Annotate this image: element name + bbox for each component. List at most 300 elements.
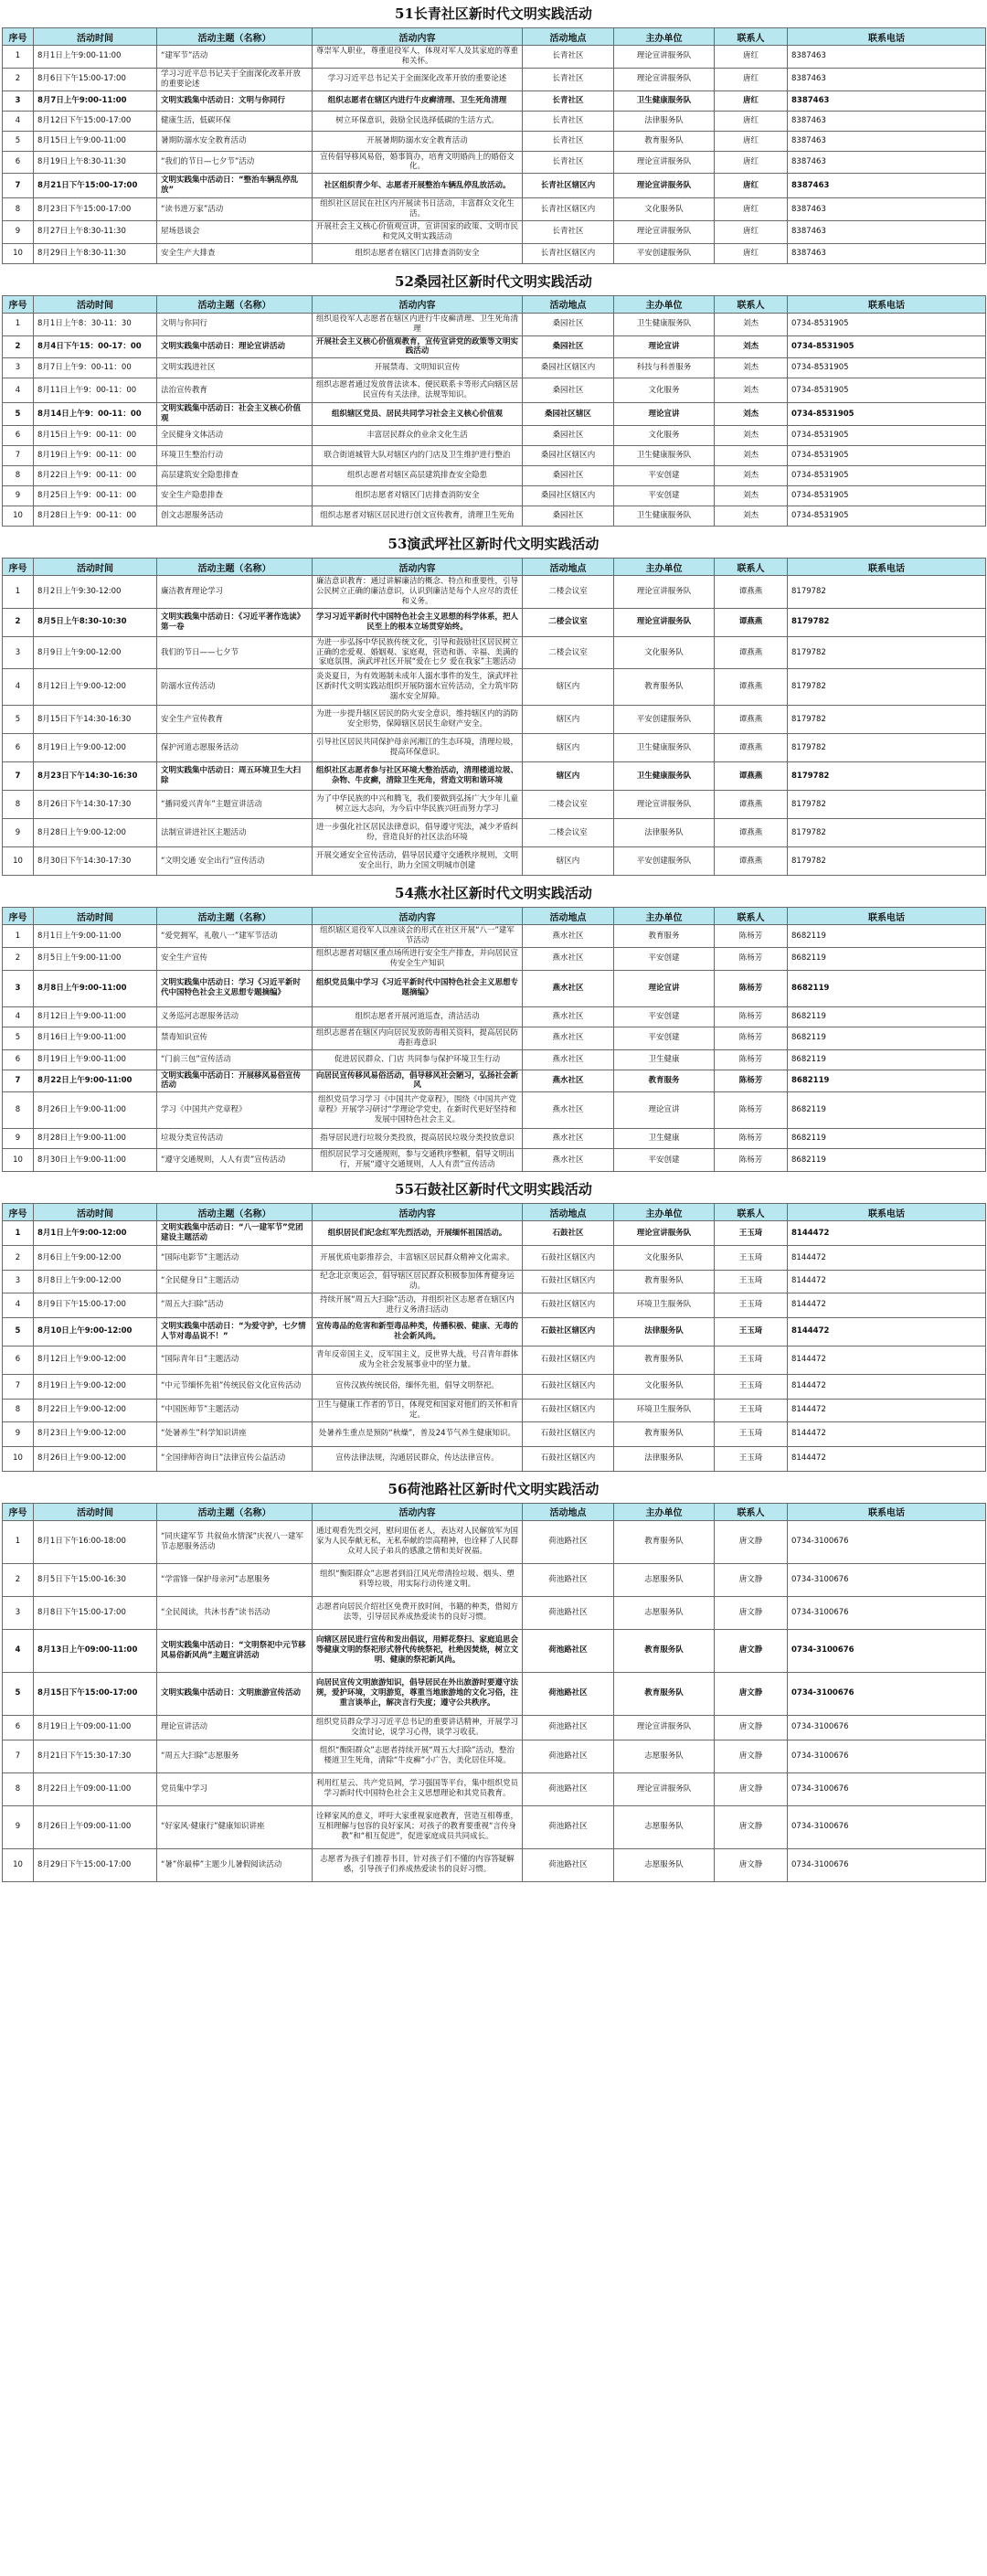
cell-topic: 文明与你同行	[157, 313, 313, 335]
cell-topic: “建军节”活动	[157, 46, 313, 69]
cell-organizer: 平安创建	[614, 948, 715, 971]
cell-phone: 8682119	[788, 1092, 986, 1129]
cell-index: 8	[3, 791, 34, 819]
cell-phone: 8682119	[788, 925, 986, 948]
cell-topic: 文明实践集中活动日：文明与你同行	[157, 90, 313, 111]
cell-phone: 8682119	[788, 1006, 986, 1027]
cell-content: 组织党员学习学习《中国共产党章程》，围绕《中国共产党章程》开展学习研讨“学理论学党史，在新时代更好坚持和发展中国特色社会主义。	[313, 1092, 523, 1129]
cell-location: 桑园社区辖区内	[523, 358, 614, 378]
cell-time: 8月29日下午15:00-17:00	[34, 1848, 157, 1881]
table-row	[3, 403, 986, 426]
column-header-index: 序号	[3, 295, 34, 313]
cell-organizer: 平安创建服务队	[614, 243, 715, 263]
column-header-contact: 联系人	[715, 908, 788, 925]
cell-content: 青年反帝国主义，反军国主义，反世界大战，号召青年群体成为全社会发展事业中的坚力量。	[313, 1346, 523, 1374]
cell-index: 10	[3, 506, 34, 527]
cell-index: 2	[3, 1563, 34, 1596]
table-row	[3, 1446, 986, 1471]
cell-organizer: 卫生健康	[614, 1049, 715, 1070]
cell-organizer: 平安创建	[614, 1149, 715, 1172]
cell-organizer: 教育服务队	[614, 1271, 715, 1293]
cell-index: 4	[3, 1629, 34, 1672]
cell-index: 1	[3, 46, 34, 69]
column-header-organizer: 主办单位	[614, 559, 715, 576]
cell-time: 8月28日上午9：00-11：00	[34, 506, 157, 527]
column-header-organizer: 主办单位	[614, 908, 715, 925]
cell-contact: 陈杨芳	[715, 1129, 788, 1149]
cell-contact: 唐红	[715, 174, 788, 198]
cell-content: 宣传倡导移风易俗，婚事简办，培育文明婚尚上的婚俗文化。	[313, 151, 523, 174]
cell-contact: 王玉琦	[715, 1346, 788, 1374]
cell-contact: 王玉琦	[715, 1374, 788, 1399]
cell-index: 4	[3, 1006, 34, 1027]
cell-content: 促进居民群众、门店 共同参与保护环境卫生行动	[313, 1049, 523, 1070]
cell-topic: 安全生产宣传	[157, 948, 313, 971]
cell-time: 8月15日下午15:00-17:00	[34, 1672, 157, 1715]
cell-location: 荷池路社区	[523, 1520, 614, 1563]
table-row	[3, 1049, 986, 1070]
cell-content: 联合街道城管大队对辖区内的门店及卫生维护进行整治	[313, 446, 523, 466]
cell-phone: 8682119	[788, 948, 986, 971]
table-row	[3, 1027, 986, 1049]
cell-location: 二楼会议室	[523, 791, 614, 819]
cell-contact: 谭燕燕	[715, 608, 788, 636]
cell-contact: 谭燕燕	[715, 576, 788, 609]
cell-time: 8月19日上午9:00-12:00	[34, 1374, 157, 1399]
cell-topic: “全民阅读，共沐书香”读书活动	[157, 1596, 313, 1629]
cell-organizer: 卫生健康服务队	[614, 506, 715, 527]
cell-index: 6	[3, 1346, 34, 1374]
cell-contact: 刘杰	[715, 486, 788, 506]
cell-phone: 0734-3100676	[788, 1740, 986, 1772]
cell-topic: 学习习近平总书记关于全面深化改革开放的重要论述	[157, 68, 313, 90]
cell-time: 8月1日下午16:00-18:00	[34, 1520, 157, 1563]
cell-content: 卫生与健康工作者的节日，体现党和国家对他们的关怀和肯定。	[313, 1399, 523, 1421]
cell-organizer: 志愿服务队	[614, 1805, 715, 1848]
cell-content: 组织志愿者对辖区重点场所进行安全生产排查，并向居民宣传安全生产知识	[313, 948, 523, 971]
cell-time: 8月7日上午9:00-11:00	[34, 90, 157, 111]
cell-location: 石鼓社区辖区内	[523, 1246, 614, 1271]
cell-location: 燕水社区	[523, 1049, 614, 1070]
section	[2, 268, 985, 527]
cell-location: 辖区内	[523, 734, 614, 762]
cell-index: 7	[3, 1740, 34, 1772]
cell-contact: 陈杨芳	[715, 1092, 788, 1129]
cell-contact: 王玉琦	[715, 1421, 788, 1446]
table-row	[3, 426, 986, 446]
table-row	[3, 1740, 986, 1772]
cell-phone: 0734-3100676	[788, 1520, 986, 1563]
cell-phone: 0734-8531905	[788, 313, 986, 335]
cell-phone: 0734-8531905	[788, 403, 986, 426]
cell-location: 长青社区	[523, 151, 614, 174]
cell-topic: 文明实践集中活动日：理论宣讲活动	[157, 335, 313, 358]
cell-location: 燕水社区	[523, 925, 614, 948]
cell-time: 8月30日上午9:00-11:00	[34, 1149, 157, 1172]
cell-contact: 王玉琦	[715, 1446, 788, 1471]
cell-organizer: 文化服务	[614, 426, 715, 446]
cell-time: 8月25日上午9：00-11：00	[34, 486, 157, 506]
cell-location: 燕水社区	[523, 1092, 614, 1129]
cell-topic: 我们的节日——七夕节	[157, 636, 313, 669]
cell-time: 8月19日上午9：00-11：00	[34, 446, 157, 466]
cell-index: 10	[3, 1848, 34, 1881]
cell-organizer: 理论宣讲	[614, 403, 715, 426]
cell-time: 8月29日上午8:30-11:30	[34, 243, 157, 263]
cell-organizer: 文化服务	[614, 378, 715, 403]
table-header-row	[3, 1204, 986, 1221]
cell-phone: 8387463	[788, 221, 986, 244]
cell-topic: “全民健身日”主题活动	[157, 1271, 313, 1293]
table-header-row	[3, 1503, 986, 1520]
cell-index: 5	[3, 1027, 34, 1049]
cell-organizer: 环境卫生服务队	[614, 1399, 715, 1421]
column-header-time: 活动时间	[34, 295, 157, 313]
cell-time: 8月22日上午9:00-11:00	[34, 1070, 157, 1092]
table-row	[3, 1374, 986, 1399]
cell-time: 8月9日下午15:00-17:00	[34, 1293, 157, 1317]
cell-index: 3	[3, 636, 34, 669]
cell-phone: 8144472	[788, 1399, 986, 1421]
cell-phone: 8144472	[788, 1271, 986, 1293]
cell-phone: 8387463	[788, 151, 986, 174]
cell-contact: 谭燕燕	[715, 819, 788, 847]
cell-content: 组织辖区党员、居民共同学习社会主义核心价值观	[313, 403, 523, 426]
cell-content: 丰富居民群众的业余文化生活	[313, 426, 523, 446]
table-row	[3, 358, 986, 378]
cell-index: 5	[3, 706, 34, 734]
cell-phone: 8387463	[788, 131, 986, 151]
cell-phone: 8682119	[788, 1129, 986, 1149]
cell-phone: 8179782	[788, 791, 986, 819]
cell-location: 桑园社区	[523, 378, 614, 403]
table-row	[3, 847, 986, 876]
cell-location: 荷池路社区	[523, 1672, 614, 1715]
cell-organizer: 志愿服务队	[614, 1740, 715, 1772]
cell-topic: “周五大扫除”活动	[157, 1293, 313, 1317]
cell-content: 组织志愿者对辖区居民进行创文宣传教育，清理卫生死角	[313, 506, 523, 527]
table-row	[3, 466, 986, 486]
column-header-location: 活动地点	[523, 908, 614, 925]
cell-phone: 8144472	[788, 1446, 986, 1471]
cell-time: 8月19日上午8:30-11:30	[34, 151, 157, 174]
cell-index: 10	[3, 243, 34, 263]
cell-contact: 唐文静	[715, 1715, 788, 1740]
cell-organizer: 教育服务队	[614, 1520, 715, 1563]
cell-topic: 安全生产隐患排查	[157, 486, 313, 506]
cell-index: 1	[3, 1221, 34, 1246]
cell-contact: 刘杰	[715, 446, 788, 466]
cell-location: 石鼓社区辖区内	[523, 1346, 614, 1374]
cell-topic: 禁毒知识宣传	[157, 1027, 313, 1049]
cell-index: 7	[3, 174, 34, 198]
column-header-phone: 联系电话	[788, 908, 986, 925]
table-row	[3, 313, 986, 335]
cell-topic: 文明实践集中活动日：周五环境卫生大扫除	[157, 762, 313, 791]
cell-index: 2	[3, 948, 34, 971]
column-header-content: 活动内容	[313, 295, 523, 313]
cell-time: 8月23日上午9:00-12:00	[34, 1421, 157, 1446]
cell-content: 纪念北京奥运会，倡导辖区居民群众积极参加体育健身运动。	[313, 1271, 523, 1293]
cell-content: 通过观看先烈交河，慰问退伍老人，表达对人民解放军为国家为人民奉献无私，无私奉献的崇高精神，也诠释了人民群众对人民子弟兵的感激之情和美好祝福。	[313, 1520, 523, 1563]
column-header-time: 活动时间	[34, 559, 157, 576]
cell-location: 长青社区	[523, 90, 614, 111]
cell-index: 2	[3, 608, 34, 636]
table-row	[3, 111, 986, 131]
cell-time: 8月6日下午15:00-17:00	[34, 68, 157, 90]
cell-phone: 0734-8531905	[788, 378, 986, 403]
cell-location: 二楼会议室	[523, 819, 614, 847]
cell-organizer: 理论宣讲服务队	[614, 221, 715, 244]
cell-index: 6	[3, 426, 34, 446]
cell-content: 处暑养生重点是预防“秋燥”，普及24节气养生健康知识。	[313, 1421, 523, 1446]
cell-content: 诠释家风的意义，呼吁大家重视家庭教育，营造互相尊重，互相理解与包容的良好家风；对孩子的教育要重视“言传身教”和“相互促进”，促进家庭成员共同成长。	[313, 1805, 523, 1848]
cell-organizer: 理论宣讲服务队	[614, 1772, 715, 1805]
table-row	[3, 1848, 986, 1881]
cell-organizer: 理论宣讲服务队	[614, 608, 715, 636]
section	[2, 1176, 985, 1472]
column-header-index: 序号	[3, 1503, 34, 1520]
column-header-location: 活动地点	[523, 1503, 614, 1520]
cell-time: 8月26日上午9:00-12:00	[34, 1446, 157, 1471]
cell-contact: 谭燕燕	[715, 669, 788, 706]
cell-organizer: 卫生健康服务队	[614, 313, 715, 335]
section-title: 53演武坪社区新时代文明实践活动	[387, 536, 600, 552]
section	[2, 0, 985, 264]
cell-phone: 0734-8531905	[788, 358, 986, 378]
cell-content: 廉洁意识教育：通过讲解廉洁的概念、特点和重要性，引导公民树立正确的廉洁意识，认识到廉洁是每个人应尽的责任和义务。	[313, 576, 523, 609]
cell-topic: 文明实践进社区	[157, 358, 313, 378]
column-header-location: 活动地点	[523, 1204, 614, 1221]
cell-time: 8月15日上午9:00-11:00	[34, 131, 157, 151]
table-row	[3, 1563, 986, 1596]
cell-location: 长青社区	[523, 221, 614, 244]
cell-index: 2	[3, 335, 34, 358]
cell-time: 8月22日上午9:00-12:00	[34, 1399, 157, 1421]
column-header-index: 序号	[3, 1204, 34, 1221]
cell-topic: 文明实践集中活动日：“八一建军节”党团建设主题活动	[157, 1221, 313, 1246]
column-header-phone: 联系电话	[788, 28, 986, 46]
cell-content: 宣传法律法规，沟通居民群众，传达法律宣传。	[313, 1446, 523, 1471]
column-header-content: 活动内容	[313, 28, 523, 46]
cell-contact: 陈杨芳	[715, 1027, 788, 1049]
cell-content: 学习习近平新时代中国特色社会主义思想的科学体系，把人民至上的根本立场贯穿始终。	[313, 608, 523, 636]
cell-topic: 安全生产大排查	[157, 243, 313, 263]
cell-organizer: 法律服务队	[614, 1317, 715, 1346]
column-header-organizer: 主办单位	[614, 295, 715, 313]
cell-time: 8月16日上午9:00-11:00	[34, 1027, 157, 1049]
table-row	[3, 636, 986, 669]
cell-location: 辖区内	[523, 706, 614, 734]
cell-content: 组织居民们纪念红军先烈活动，开展缅怀祖国活动。	[313, 1221, 523, 1246]
cell-phone: 8179782	[788, 636, 986, 669]
cell-contact: 谭燕燕	[715, 734, 788, 762]
cell-time: 8月1日上午9:00-11:00	[34, 46, 157, 69]
cell-time: 8月26日上午09:00-11:00	[34, 1805, 157, 1848]
cell-index: 9	[3, 1421, 34, 1446]
cell-phone: 0734-3100676	[788, 1848, 986, 1881]
cell-time: 8月1日上午9:00-12:00	[34, 1221, 157, 1246]
cell-time: 8月26日下午14:30-17:30	[34, 791, 157, 819]
table-row	[3, 1772, 986, 1805]
cell-phone: 0734-8531905	[788, 446, 986, 466]
cell-topic: “读书进万家”活动	[157, 198, 313, 221]
cell-organizer: 卫生健康服务队	[614, 734, 715, 762]
cell-index: 9	[3, 1129, 34, 1149]
cell-location: 长青社区	[523, 68, 614, 90]
cell-contact: 谭燕燕	[715, 706, 788, 734]
cell-contact: 刘杰	[715, 426, 788, 446]
section	[2, 530, 985, 876]
cell-topic: “播同爱兴青年”主题宣讲活动	[157, 791, 313, 819]
cell-organizer: 平安创建	[614, 1006, 715, 1027]
cell-contact: 唐红	[715, 111, 788, 131]
cell-contact: 唐红	[715, 68, 788, 90]
cell-topic: 环境卫生整治行动	[157, 446, 313, 466]
cell-phone: 8387463	[788, 90, 986, 111]
cell-time: 8月23日下午15:00-17:00	[34, 198, 157, 221]
table-header-row	[3, 908, 986, 925]
table-row	[3, 1129, 986, 1149]
cell-topic: “全国律师咨询日”法律宣传公益活动	[157, 1446, 313, 1471]
cell-index: 8	[3, 198, 34, 221]
column-header-organizer: 主办单位	[614, 1204, 715, 1221]
cell-phone: 8387463	[788, 68, 986, 90]
cell-topic: 文明实践集中活动日：“整治车辆乱停乱放”	[157, 174, 313, 198]
cell-topic: 法制宣讲进社区主题活动	[157, 819, 313, 847]
column-header-content: 活动内容	[313, 559, 523, 576]
cell-topic: 高层建筑安全隐患排查	[157, 466, 313, 486]
cell-content: 宣传毒品的危害和新型毒品种类，传播积极、健康、无毒的社会新风尚。	[313, 1317, 523, 1346]
cell-topic: 健康生活，低碳环保	[157, 111, 313, 131]
cell-organizer: 理论宣讲服务队	[614, 576, 715, 609]
cell-location: 长青社区辖区内	[523, 174, 614, 198]
cell-time: 8月8日上午9:00-12:00	[34, 1271, 157, 1293]
cell-content: 组织党员群众学习习近平总书记的重要讲话精神，开展学习交流讨论，说学习心得，谈学习收获。	[313, 1715, 523, 1740]
table-row	[3, 1221, 986, 1246]
cell-index: 4	[3, 111, 34, 131]
table-row	[3, 446, 986, 466]
table-row	[3, 1293, 986, 1317]
cell-location: 石鼓社区辖区内	[523, 1293, 614, 1317]
cell-topic: 法治宣传教育	[157, 378, 313, 403]
cell-organizer: 教育服务	[614, 1070, 715, 1092]
cell-location: 荷池路社区	[523, 1805, 614, 1848]
cell-phone: 8682119	[788, 1027, 986, 1049]
cell-index: 7	[3, 1070, 34, 1092]
cell-index: 5	[3, 403, 34, 426]
cell-time: 8月12日下午15:00-17:00	[34, 111, 157, 131]
cell-time: 8月27日上午8:30-11:30	[34, 221, 157, 244]
column-header-phone: 联系电话	[788, 295, 986, 313]
cell-time: 8月21日下午15:00-17:00	[34, 174, 157, 198]
table-row	[3, 131, 986, 151]
cell-phone: 8387463	[788, 111, 986, 131]
cell-topic: 文明实践集中活动日：开展移风易俗宣传活动	[157, 1070, 313, 1092]
cell-index: 3	[3, 90, 34, 111]
cell-topic: 理论宣讲活动	[157, 1715, 313, 1740]
cell-phone: 0734-3100676	[788, 1629, 986, 1672]
cell-phone: 0734-8531905	[788, 335, 986, 358]
cell-location: 燕水社区	[523, 1149, 614, 1172]
cell-content: 组织辖区退役军人以座谈会的形式在社区开展“八一”建军节活动	[313, 925, 523, 948]
cell-organizer: 教育服务队	[614, 1421, 715, 1446]
cell-content: 开展社会主义核心价值观宣讲，宣讲国家的政策、文明市民和党风文明实践活动	[313, 221, 523, 244]
cell-organizer: 理论宣讲服务队	[614, 1221, 715, 1246]
cell-time: 8月4日下午15：00-17：00	[34, 335, 157, 358]
activity-table	[2, 27, 986, 264]
cell-topic: “文明交通 安全出行”宣传活动	[157, 847, 313, 876]
cell-index: 8	[3, 1772, 34, 1805]
column-header-topic: 活动主题（名称）	[157, 559, 313, 576]
cell-time: 8月19日上午9:00-12:00	[34, 734, 157, 762]
table-row	[3, 706, 986, 734]
cell-time: 8月12日上午9:00-12:00	[34, 669, 157, 706]
cell-index: 5	[3, 131, 34, 151]
cell-topic: 文明实践集中活动日：“为爱守护，七夕情人节对毒品说不！”	[157, 1317, 313, 1346]
cell-phone: 8387463	[788, 243, 986, 263]
cell-topic: 暑期防溺水安全教育活动	[157, 131, 313, 151]
cell-time: 8月21日下午15:30-17:30	[34, 1740, 157, 1772]
cell-index: 5	[3, 1672, 34, 1715]
cell-contact: 陈杨芳	[715, 1049, 788, 1070]
cell-index: 6	[3, 151, 34, 174]
cell-organizer: 平安创建	[614, 486, 715, 506]
cell-organizer: 环境卫生服务队	[614, 1293, 715, 1317]
cell-content: 为进一步提升辖区居民的防火安全意识，维持辖区内的消防安全形势，保障辖区居民生命财产安全。	[313, 706, 523, 734]
cell-phone: 0734-3100676	[788, 1596, 986, 1629]
cell-time: 8月19日上午9:00-11:00	[34, 1049, 157, 1070]
cell-content: 组织志愿者在辖区内进行牛皮癣清理、卫生死角清理	[313, 90, 523, 111]
cell-phone: 8144472	[788, 1421, 986, 1446]
cell-topic: “好家风·健康行”健康知识讲座	[157, 1805, 313, 1848]
cell-index: 3	[3, 970, 34, 1006]
activity-table	[2, 295, 986, 527]
cell-topic: “门前三包”宣传活动	[157, 1049, 313, 1070]
column-header-index: 序号	[3, 908, 34, 925]
cell-index: 9	[3, 486, 34, 506]
table-row	[3, 1596, 986, 1629]
cell-content: 开展社会主义核心价值观教育，宣传宣讲党的政策等文明实践活动	[313, 335, 523, 358]
cell-organizer: 理论宣讲	[614, 970, 715, 1006]
column-header-location: 活动地点	[523, 559, 614, 576]
cell-location: 石鼓社区辖区内	[523, 1271, 614, 1293]
cell-topic: 文明实践集中活动日：“文明祭祀中元节移风易俗新风尚”主题宣讲活动	[157, 1629, 313, 1672]
cell-contact: 王玉琦	[715, 1221, 788, 1246]
cell-content: 开展暑期防溺水安全教育活动	[313, 131, 523, 151]
cell-contact: 唐文静	[715, 1596, 788, 1629]
cell-phone: 8144472	[788, 1374, 986, 1399]
cell-content: 炎炎夏日，为有效遏制未成年人溺水事件的发生，演武坪社区新时代文明实践站组织开展防溺水宣传活动，全力筑牢防溺水安全屏障。	[313, 669, 523, 706]
cell-content: 利用红星云、共产党员网，学习强国等平台，集中组织党员学习新时代中国特色社会主义思想理论和其党员教育。	[313, 1772, 523, 1805]
table-row	[3, 198, 986, 221]
column-header-organizer: 主办单位	[614, 1503, 715, 1520]
column-header-content: 活动内容	[313, 1204, 523, 1221]
cell-time: 8月2日上午9:30-12:00	[34, 576, 157, 609]
cell-contact: 刘杰	[715, 506, 788, 527]
cell-content: 向辖区居民进行宣传和发出倡议，用鲜花祭扫、家庭追思会等健康文明的祭祀形式替代传统祭祀，杜绝因焚烧，树立文明、健康的祭祀新风尚。	[313, 1629, 523, 1672]
cell-time: 8月5日下午15:00-16:30	[34, 1563, 157, 1596]
cell-topic: 文明实践集中活动日：社会主义核心价值观	[157, 403, 313, 426]
cell-location: 二楼会议室	[523, 636, 614, 669]
cell-index: 1	[3, 1520, 34, 1563]
cell-index: 1	[3, 925, 34, 948]
cell-organizer: 理论宣讲服务队	[614, 174, 715, 198]
cell-location: 桑园社区辖区	[523, 403, 614, 426]
cell-phone: 8179782	[788, 819, 986, 847]
cell-location: 桑园社区	[523, 466, 614, 486]
cell-time: 8月1日上午9:00-11:00	[34, 925, 157, 948]
